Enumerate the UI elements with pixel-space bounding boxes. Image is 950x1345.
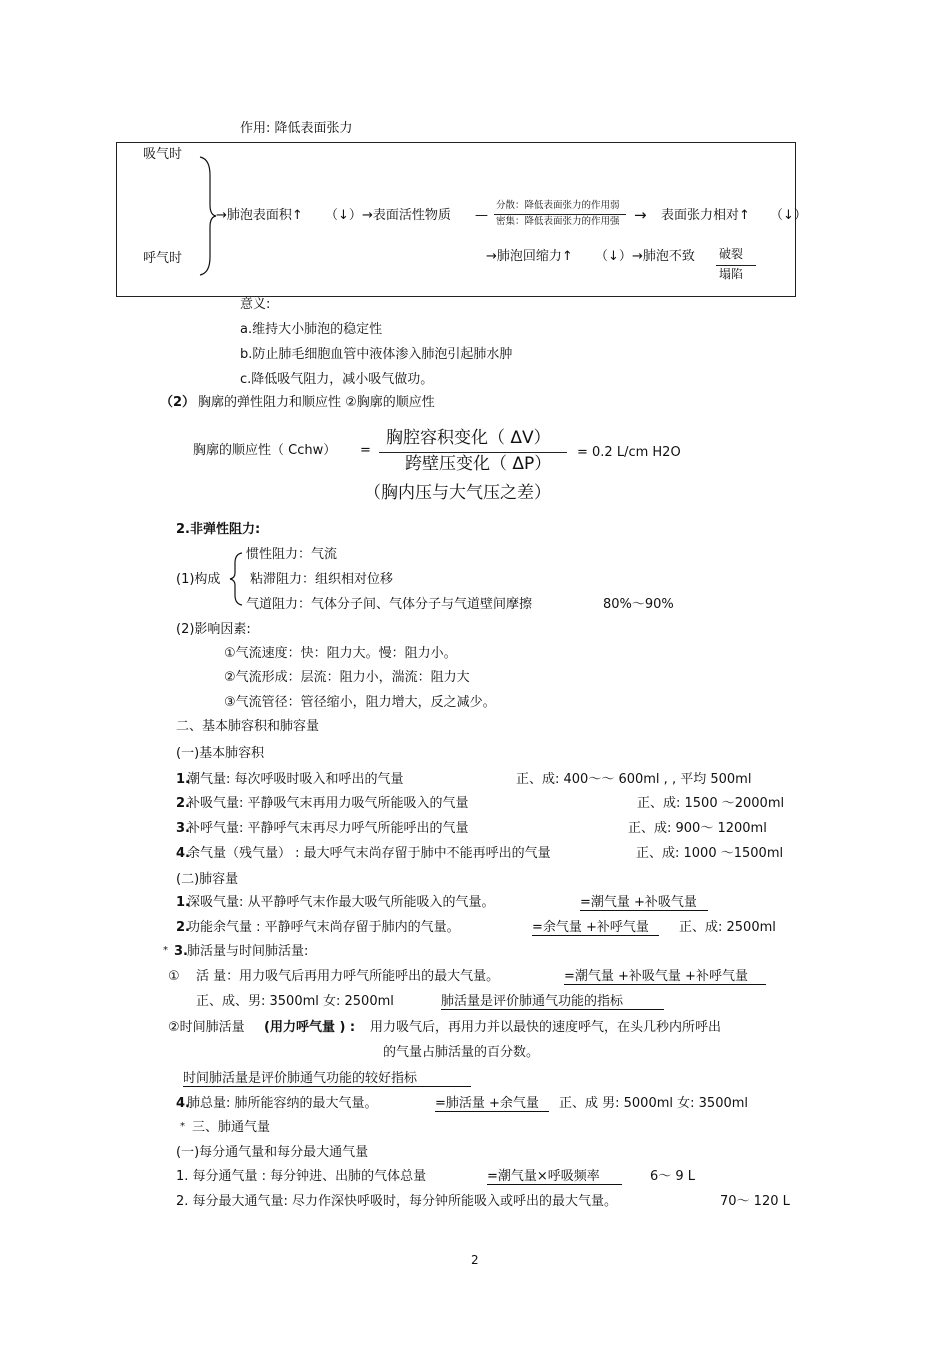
dash: — <box>475 208 488 223</box>
tlc-num: 4. <box>176 1096 190 1111</box>
tidal-volume: 潮气量: 每次呼吸时吸入和呼出的气量 <box>187 772 404 787</box>
vc-title: 肺活量与时间肺活量: <box>187 944 309 959</box>
airway-resistance: 气道阻力：气体分子间、气体分子与气道壁间摩擦 <box>246 597 533 612</box>
not-cause: →肺泡不致 <box>632 249 695 264</box>
rupture: 破裂 <box>719 247 744 261</box>
vc-formula: =潮气量 +补吸气量 +补呼气量 <box>564 970 766 985</box>
branch-bottom: 密集：降低表面张力的作用强 <box>496 216 620 227</box>
rupture-divider <box>716 265 756 266</box>
tlc-formula: =肺活量 +余气量 <box>435 1097 549 1112</box>
fraction-numerator: 胸腔容积变化（ ΔV） <box>386 428 551 448</box>
vc-definition: 活 量：用力吸气后再用力呼气所能呼出的最大气量。 <box>196 969 500 984</box>
minute-ventilation: 1. 每分通气量 : 每分钟进、出肺的气体总量 <box>176 1169 427 1184</box>
factors-title: (2)影响因素: <box>176 622 251 637</box>
brace-icon <box>196 155 218 277</box>
nonelastic-title: 2.非弹性阻力: <box>176 522 261 537</box>
chest-heading: 胸廓的弹性阻力和顺应性 ②胸廓的顺应性 <box>198 395 435 410</box>
equals-sign: = <box>360 443 371 458</box>
airway-percent: 80%～90% <box>603 597 674 612</box>
down-arrow-1: （↓） <box>325 208 362 223</box>
down-arrow-3: （↓） <box>595 249 632 264</box>
erv-volume: 补呼气量: 平静呼气末再尽力呼气所能呼出的气量 <box>187 821 469 836</box>
rv-value: 正、成: 1000 ～1500ml <box>636 846 784 861</box>
max-ventilation: 2. 每分最大通气量: 尽力作深快呼吸时，每分钟所能吸入或呼出的最大气量。 <box>176 1194 618 1209</box>
ic-capacity: 深吸气量: 从平静呼气末作最大吸气所能吸入的气量。 <box>187 895 495 910</box>
vc-note: 肺活量是评价肺通气功能的指标 <box>441 995 664 1010</box>
vc-num: 3. <box>174 944 188 959</box>
collapse: 塌陷 <box>719 267 744 281</box>
vc-value: 正、成、男: 3500ml 女: 2500ml <box>196 994 394 1009</box>
tidal-num: 1. <box>176 772 190 787</box>
sub-basic-volume: (一)基本肺容积 <box>176 746 265 761</box>
factor-caliber: ③气流管径：管径缩小，阻力增大，反之减少。 <box>224 695 496 710</box>
arrow-right-icon: → <box>634 206 647 224</box>
exhale-label: 呼气时 <box>143 251 183 266</box>
sub-lung-capacity: (二)肺容量 <box>176 872 239 887</box>
fvc-text-1: 用力吸气后，再用力并以最快的速度呼气，在头几秒内所呼出 <box>370 1020 722 1035</box>
meaning-c: c.降低吸气阻力，减小吸气做功。 <box>240 372 434 387</box>
brace-icon-2 <box>228 551 244 607</box>
rv-num: 4. <box>176 846 190 861</box>
inhale-label: 吸气时 <box>143 147 183 162</box>
tension-relative: 表面张力相对↑ <box>661 208 750 223</box>
erv-num: 3. <box>176 821 190 836</box>
alveolar-area: →肺泡表面积↑ <box>216 208 303 223</box>
compliance-result: = 0.2 L/cm H2O <box>577 445 681 460</box>
down-arrow-2: （↓） <box>770 208 807 223</box>
irv-num: 2. <box>176 796 190 811</box>
composition-label: (1)构成 <box>176 572 221 587</box>
mv-formula: =潮气量×呼吸频率 <box>487 1170 622 1185</box>
mvv-value: 70～ 120 L <box>720 1194 790 1209</box>
section-lung-volume: 二、基本肺容积和肺容量 <box>176 719 320 734</box>
chest-compliance-lhs: 胸廓的顺应性（ Cchw） <box>193 443 337 458</box>
vc-circle: ① <box>168 969 180 984</box>
ic-num: 1. <box>176 895 190 910</box>
fraction-bar <box>379 452 567 453</box>
fvc-title: ②时间肺活量 <box>168 1020 245 1035</box>
branch-divider <box>494 214 626 215</box>
inertial-resistance: 惯性阻力：气流 <box>246 547 338 562</box>
viscous-resistance: 粘滞阻力：组织相对位移 <box>250 572 394 587</box>
meaning-title: 意义: <box>240 297 271 312</box>
mv-value: 6～ 9 L <box>650 1169 696 1184</box>
fraction-denominator: 跨壁压变化（ ΔP） <box>405 454 552 474</box>
recoil-force: →肺泡回缩力↑ <box>486 249 573 264</box>
chest-heading-num: （2） <box>160 395 196 410</box>
tlc-value: 正、成 男: 5000ml 女: 3500ml <box>559 1096 749 1111</box>
rv-volume: 余气量（残气量） : 最大呼气末尚存留于肺中不能再呼出的气量 <box>187 846 551 861</box>
section-ventilation: 三、肺通气量 <box>192 1120 271 1135</box>
frc-value: 正、成: 2500ml <box>679 920 776 935</box>
frc-capacity: 功能余气量 : 平静呼气末尚存留于肺内的气量。 <box>187 920 460 935</box>
surfactant-effect: 作用: 降低表面张力 <box>240 121 353 136</box>
irv-volume: 补吸气量: 平静吸气末再用力吸气所能吸入的气量 <box>187 796 469 811</box>
vc-star: * <box>163 945 168 956</box>
fvc-text-2: 的气量占肺活量的百分数。 <box>383 1045 540 1060</box>
page-number: 2 <box>471 1253 479 1267</box>
factor-speed: ①气流速度：快：阻力大。慢：阻力小。 <box>224 646 457 661</box>
frc-num: 2. <box>176 920 190 935</box>
sub-minute-ventilation: (一)每分通气量和每分最大通气量 <box>176 1145 369 1160</box>
ic-formula: =潮气量 +补吸气量 <box>580 896 708 911</box>
tidal-value: 正、成: 400～～ 600ml , , 平均 500ml <box>516 772 752 787</box>
fvc-note: 时间肺活量是评价肺通气功能的较好指标 <box>183 1072 471 1087</box>
meaning-a: a.维持大小肺泡的稳定性 <box>240 322 383 337</box>
factor-flow: ②气流形成：层流：阻力小，湍流：阻力大 <box>224 670 470 685</box>
erv-value: 正、成: 900～ 1200ml <box>628 821 767 836</box>
frc-formula: =余气量 +补呼气量 <box>532 921 659 936</box>
tlc-capacity: 肺总量: 肺所能容纳的最大气量。 <box>187 1096 378 1111</box>
branch-top: 分散：降低表面张力的作用弱 <box>496 200 620 211</box>
vent-star: * <box>180 1121 185 1132</box>
meaning-b: b.防止肺毛细胞血管中液体渗入肺泡引起肺水肿 <box>240 347 513 362</box>
pressure-note: （胸内压与大气压之差） <box>364 483 551 503</box>
fvc-paren: (用力呼气量 ) : <box>264 1020 356 1035</box>
irv-value: 正、成: 1500 ～2000ml <box>637 796 785 811</box>
surfactant-substance: →表面活性物质 <box>362 208 451 223</box>
